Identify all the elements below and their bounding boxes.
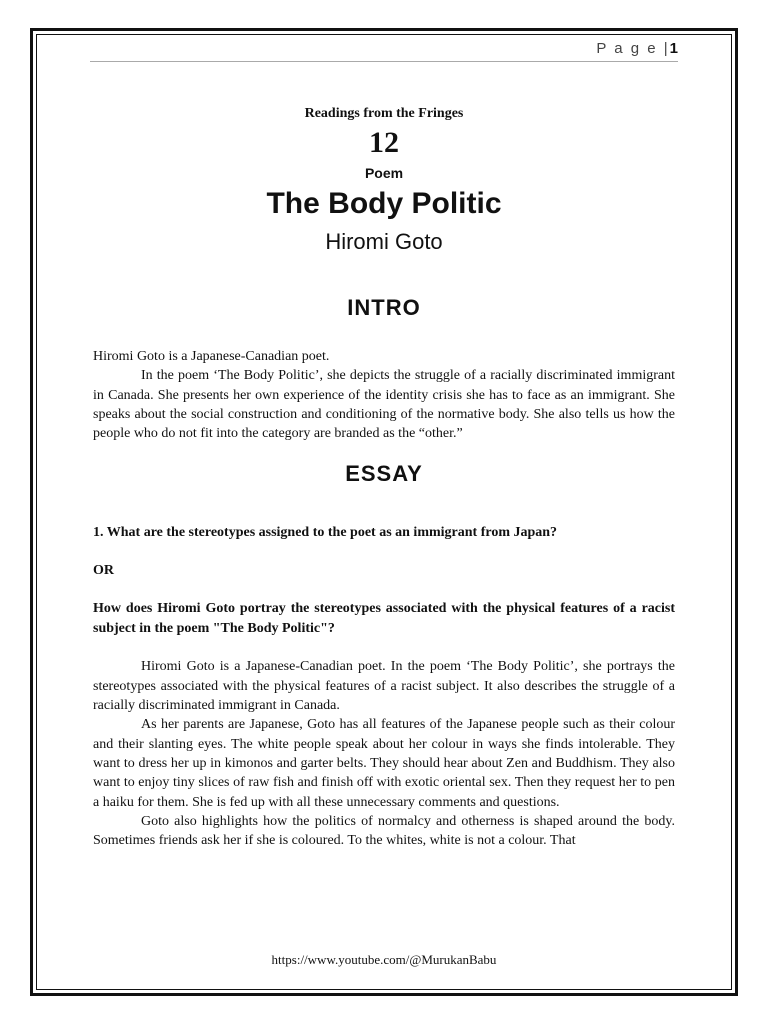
essay-or-label: OR [93,563,114,579]
genre-label: Poem [364,165,404,181]
answer-paragraph-1: Hiromi Goto is a Japanese-Canadian poet. In the poem ‘The Body Politic’, she portrays the stereotypes associated with the physical features of a racist subject. It also describes the struggle of a racially discriminated immigrant in Canada. [93,659,675,714]
page-number: 1 [669,40,678,57]
intro-section [93,347,675,443]
author-name: Hiromi Goto [325,229,443,254]
essay-answer [93,657,675,850]
intro-heading: INTRO [347,295,421,320]
page-separator: | [663,40,670,57]
series-title: Readings from the Fringes [304,106,464,121]
footer-url: https://www.youtube.com/@MurukanBabu [271,952,497,967]
chapter-number: 12 [369,126,399,159]
page-content [93,100,675,850]
essay-question-1: 1. What are the stereotypes assigned to the poet as an immigrant from Japan? [93,525,558,541]
intro-first-line: Hiromi Goto is a Japanese-Canadian poet. [93,349,330,364]
essay-heading: ESSAY [345,461,423,487]
page-label: P a g e [596,40,658,57]
essay-question-2: How does Hiromi Goto portray the stereotypes associated with the physical features of a racist subject in the poem "The Body Politic"? [93,601,675,637]
header-divider [90,61,678,62]
page-header [596,40,678,57]
answer-paragraph-2: As her parents are Japanese, Goto has all features of the Japanese people such as their colour and their slanting eyes. The white people speak about her colour in ways she finds intolerable. They want to dress her up in kimonos and garter belts. They should hear about Zen and Buddhism. They also want to enjoy tiny slices of raw fish and finish off with exotic oriental sex. Then they request her to pen a haiku for them. She is fed up with all these unnecessary comments and questions. [93,717,675,810]
intro-paragraph: In the poem ‘The Body Politic’, she depicts the struggle of a racially discriminated immigrant in Canada. She presents her own experience of the identity crisis she has to face as an immigrant. She speaks about the social construction and conditioning of the normative body. She also tells us how the people who do not fit into the category are branded as the “other.” [93,368,675,442]
answer-paragraph-3: Goto also highlights how the politics of normalcy and otherness is shaped around the body. Sometimes friends ask her if she is coloured. To the whites, white is not a colour. That [93,813,675,849]
document-title: The Body Politic [266,187,502,220]
